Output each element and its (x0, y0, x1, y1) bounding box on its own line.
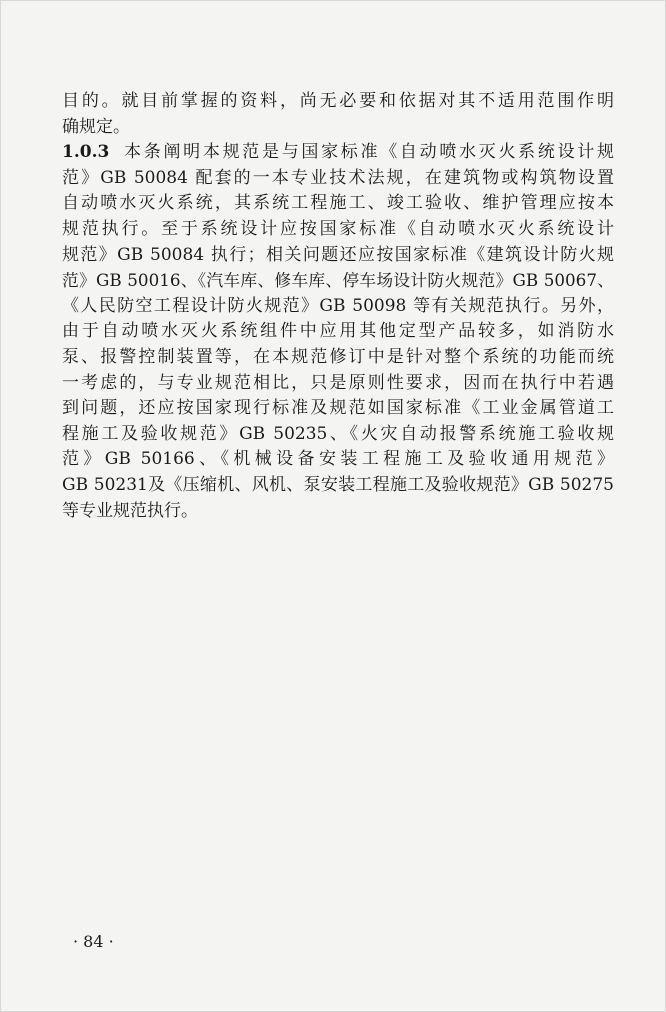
text-line: 泵、报警控制装置等，在本规范修订中是针对整个系统的功能而统 (62, 346, 614, 367)
page-number: · 84 · (73, 932, 114, 951)
text-line: 自动喷水灭火系统，其系统工程施工、竣工验收、维护管理应按本 (62, 193, 614, 214)
text-line: 目的。就目前掌握的资料，尚无必要和依据对其不适用范围作明 (62, 91, 614, 111)
text-line: 到问题，还应按国家现行标准及规范如国家标准《工业金属管道工 (62, 398, 614, 419)
text-line: 规范执行。至于系统设计应按国家标准《自动喷水灭火系统设计 (62, 218, 614, 239)
text-line: 范》GB 50016、《汽车库、修车库、停车场设计防火规范》GB 50067、 (62, 270, 614, 291)
body-text (62, 89, 614, 524)
clause-number: 1.0.3 (62, 142, 110, 163)
text-line: 由于自动喷水灭火系统组件中应用其他定型产品较多，如消防水 (62, 321, 614, 342)
clause-text: 本条阐明本规范是与国家标准《自动喷水灭火系统设计规 (121, 142, 614, 163)
text-line: 一考虑的，与专业规范相比，只是原则性要求，因而在执行中若遇 (62, 372, 614, 393)
text-line: 等专业规范执行。 (62, 500, 198, 521)
clause-first-line (62, 140, 614, 166)
text-line: GB 50231及《压缩机、风机、泵安装工程施工及验收规范》GB 50275 (62, 474, 614, 495)
text-line: 规范》GB 50084 执行；相关问题还应按国家标准《建筑设计防火规 (62, 244, 614, 265)
text-line: 《人民防空工程设计防火规范》GB 50098 等有关规范执行。另外， (62, 295, 614, 316)
text-line: 确规定。 (62, 116, 130, 137)
text-line: 范》GB 50166、《机械设备安装工程施工及验收通用规范》 (62, 449, 614, 470)
text-line: 范》GB 50084 配套的一本专业技术法规，在建筑物或构筑物设置 (62, 167, 614, 188)
text-line: 程施工及验收规范》GB 50235、《火灾自动报警系统施工验收规 (62, 423, 614, 444)
